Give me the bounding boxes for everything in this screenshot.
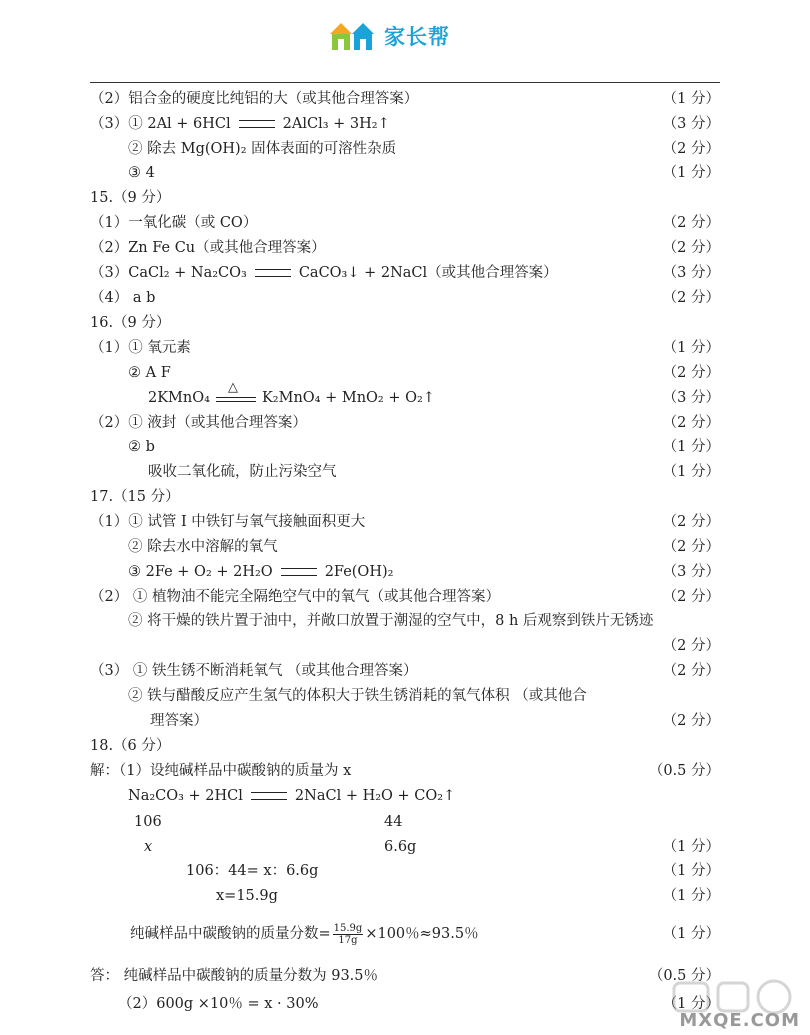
fraction: $\frac{15.9g}{17g}$ xyxy=(333,922,363,946)
answer-line: 吸收二氧化硫，防止污染空气 （1 分） xyxy=(148,464,720,480)
equation-sign xyxy=(281,568,317,576)
answer-line: （2） ① 植物油不能完全隔绝空气中的氧气（或其他合理答案） （2 分） xyxy=(90,589,720,605)
answer-line: 解：（1）设纯碱样品中碳酸钠的质量为 x （0.5 分） xyxy=(90,763,720,779)
answer-line: 答： 纯碱样品中碳酸钠的质量分数为 93.5％ （0.5 分） xyxy=(90,968,720,984)
answer-line: 2KMnO₄ △ K₂MnO₄ + MnO₂ + O₂↑ （3 分） xyxy=(148,380,720,406)
answer-line: ② A F （2 分） xyxy=(128,365,720,381)
answer-line: （2）Zn Fe Cu（或其他合理答案） （2 分） xyxy=(90,240,720,256)
answer-line: （1）① 氧元素 （1 分） xyxy=(90,340,720,356)
answer-line: ② b （1 分） xyxy=(128,439,720,455)
answer-line: （2）600g ×10％ = x · 30% （1 分） xyxy=(118,996,720,1012)
answer-line: （1）一氧化碳（或 CO） （2 分） xyxy=(90,215,720,231)
brand-logo xyxy=(328,20,450,52)
answer-line: 106 44 xyxy=(134,814,403,830)
answer-line: x=15.9g （1 分） xyxy=(216,888,720,904)
answer-line: （2 分） xyxy=(662,638,720,654)
answer-line: （1）① 试管 I 中铁钉与氧气接触面积更大 （2 分） xyxy=(90,514,720,530)
equation-sign xyxy=(251,792,287,800)
equation-sign xyxy=(255,269,291,277)
answer-line: x 6.6g （1 分） xyxy=(144,839,720,855)
heating-condition-sign: △ xyxy=(216,391,256,405)
answer-line: ② 铁与醋酸反应产生氢气的体积大于铁生锈消耗的氧气体积 （或其他合 xyxy=(128,688,587,704)
watermark-text: MXQE.COM xyxy=(679,1010,800,1031)
answer-line: Na₂CO₃ + 2HCl 2NaCl + H₂O + CO₂↑ xyxy=(128,788,456,804)
answer-line: （3） ① 铁生锈不断消耗氧气 （或其他合理答案） （2 分） xyxy=(90,663,720,679)
house-logo-icon xyxy=(328,20,380,52)
equation-sign xyxy=(239,120,275,128)
question-header: 17.（15 分） xyxy=(90,489,180,505)
answer-line: ② 将干燥的铁片置于油中，并敞口放置于潮湿的空气中，8 h 后观察到铁片无锈迹 xyxy=(128,613,654,629)
answer-line: （3）CaCl₂ + Na₂CO₃ CaCO₃↓ + 2NaCl（或其他合理答案） （3 分） xyxy=(90,265,720,281)
question-header: 15.（9 分） xyxy=(90,190,171,206)
answer-line: （4） a b （2 分） xyxy=(90,290,720,306)
answer-line: （2）铝合金的硬度比纯铝的大（或其他合理答案） （1 分） xyxy=(90,91,720,107)
answer-line: ② 除去水中溶解的氧气 （2 分） xyxy=(128,539,720,555)
answer-line: ② 除去 Mg(OH)₂ 固体表面的可溶性杂质 （2 分） xyxy=(128,141,720,157)
answer-line: 纯碱样品中碳酸钠的质量分数= $\frac{15.9g}{17g}$ ×100％≈93.5％ （1 分） xyxy=(130,922,720,946)
answer-line: （3）① 2Al + 6HCl 2AlCl₃ + 3H₂↑ （3 分） xyxy=(90,116,720,132)
logo-text: 家长帮 xyxy=(384,25,450,49)
header-divider xyxy=(90,82,720,83)
answer-line: ③ 2Fe + O₂ + 2H₂O 2Fe(OH)₂ （3 分） xyxy=(128,564,720,580)
answer-line: 理答案） （2 分） xyxy=(150,713,720,729)
question-header: 16.（9 分） xyxy=(90,315,171,331)
question-header: 18.（6 分） xyxy=(90,738,171,754)
answer-line: ③ 4 （1 分） xyxy=(128,165,720,181)
answer-line: （2）① 液封（或其他合理答案） （2 分） xyxy=(90,415,720,431)
answer-line: 106：44= x：6.6g （1 分） xyxy=(186,863,720,879)
